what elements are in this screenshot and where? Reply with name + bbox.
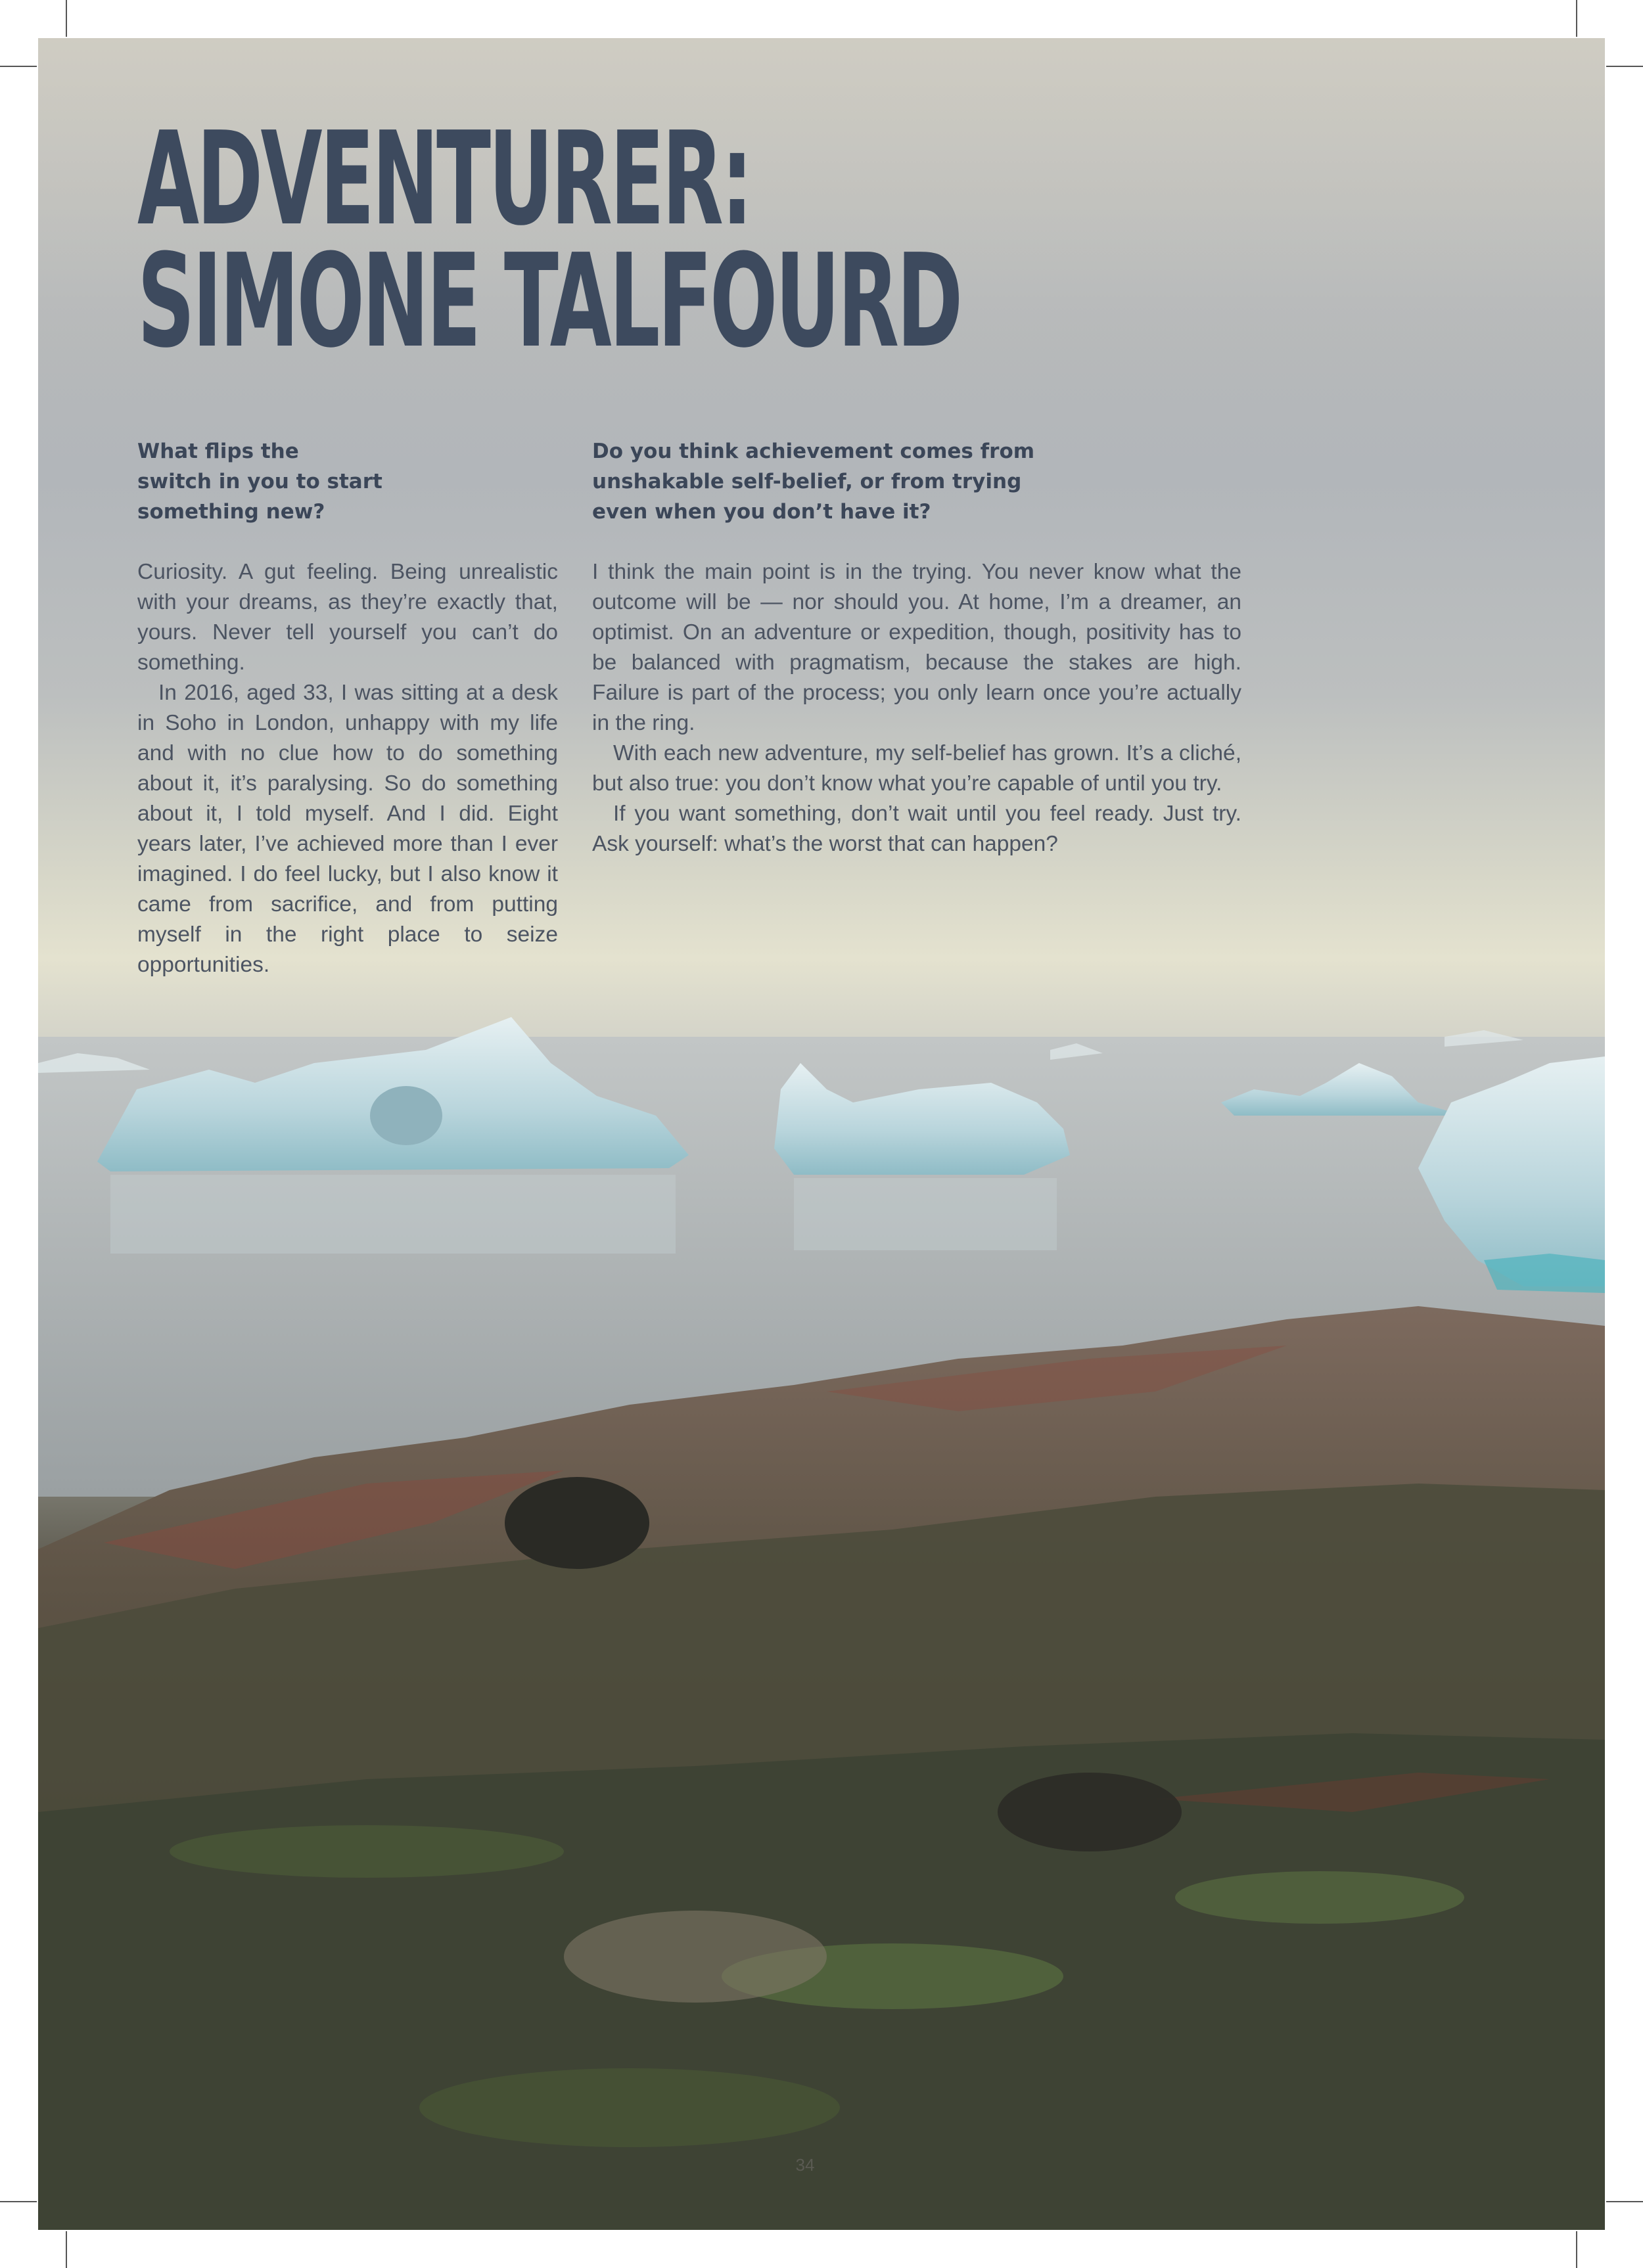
crop-mark-top-left-h <box>0 66 37 67</box>
headline-line-2: SIMONE TALFOURD <box>137 227 961 376</box>
right-question: Do you think achievement comes from unshakable self-belief, or from trying even when you don’t have it? <box>592 440 1035 524</box>
right-column <box>592 436 1241 859</box>
crop-mark-bottom-right-h <box>1606 2201 1643 2202</box>
crop-mark-bottom-left-v <box>66 2231 67 2268</box>
crop-mark-top-left-v <box>66 0 67 37</box>
left-answer-paragraph-1: Curiosity. A gut feeling. Being unrealistic with your dreams, as they’re exactly that, yours. Never tell yourself you can’t do something. <box>137 560 558 675</box>
article-headline <box>137 104 961 376</box>
crop-mark-bottom-right-v <box>1576 2231 1577 2268</box>
crop-mark-top-right-v <box>1576 0 1577 37</box>
crop-mark-top-right-h <box>1606 66 1643 67</box>
left-answer-paragraph-2: In 2016, aged 33, I was sitting at a desk in Soho in London, unhappy with my life and with no clue how to do something about it, it’s paralysing. So do something about it, I told myself. And I did. Eight years later, I’ve achieved more than I ever imagined. I do feel lucky, but I also know it came from sacrifice, and from putting myself in the right place to seize opportunities. <box>137 681 558 977</box>
crop-mark-bottom-left-h <box>0 2201 37 2202</box>
right-answer-paragraph-2: With each new adventure, my self-belief has grown. It’s a cliché, but also true: you don’t know what you’re capable of until you try. <box>592 741 1241 796</box>
headline-line-1: ADVENTURER: <box>137 104 751 254</box>
left-column <box>137 436 558 980</box>
page-number: 34 <box>795 2155 815 2175</box>
right-answer-paragraph-3: If you want something, don’t wait until you feel ready. Just try. Ask yourself: what’s the worst that can happen? <box>592 802 1241 856</box>
left-question: What flips the switch in you to start something new? <box>137 440 382 524</box>
right-answer-paragraph-1: I think the main point is in the trying. You never know what the outcome will be — nor should you. At home, I’m a dreamer, an optimist. On an adventure or expedition, though, positivity has to be balanced with pragmatism, because the stakes are high. Failure is part of the process; you only learn once you’re actually in the ring. <box>592 560 1241 735</box>
